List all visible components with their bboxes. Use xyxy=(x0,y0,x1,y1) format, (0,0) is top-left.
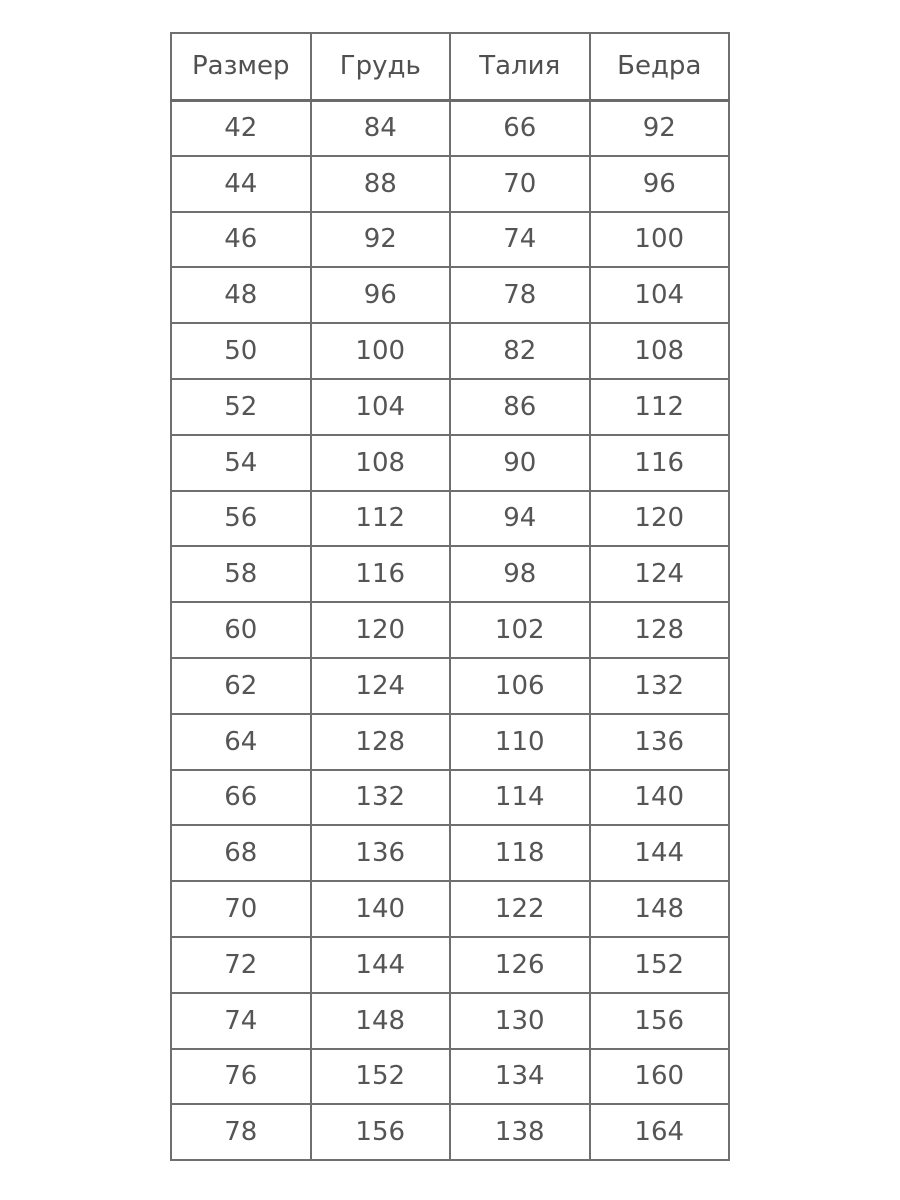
size-cell: 62 xyxy=(171,658,311,714)
table-row xyxy=(171,993,729,1049)
waist-cell: 74 xyxy=(450,212,590,268)
waist-cell: 94 xyxy=(450,491,590,547)
waist-cell: 90 xyxy=(450,435,590,491)
waist-cell: 118 xyxy=(450,825,590,881)
table-body xyxy=(171,100,729,1160)
hips-cell: 112 xyxy=(590,379,730,435)
size-cell: 78 xyxy=(171,1104,311,1160)
size-cell: 42 xyxy=(171,100,311,156)
hips-cell: 148 xyxy=(590,881,730,937)
hips-cell: 92 xyxy=(590,100,730,156)
chest-cell: 112 xyxy=(311,491,451,547)
size-cell: 66 xyxy=(171,770,311,826)
hips-cell: 144 xyxy=(590,825,730,881)
chest-cell: 124 xyxy=(311,658,451,714)
size-cell: 58 xyxy=(171,546,311,602)
size-cell: 52 xyxy=(171,379,311,435)
table-row xyxy=(171,100,729,156)
chest-cell: 100 xyxy=(311,323,451,379)
table-row xyxy=(171,546,729,602)
chest-cell: 140 xyxy=(311,881,451,937)
table-row xyxy=(171,267,729,323)
hips-cell: 108 xyxy=(590,323,730,379)
waist-cell: 122 xyxy=(450,881,590,937)
chest-cell: 152 xyxy=(311,1049,451,1105)
size-cell: 76 xyxy=(171,1049,311,1105)
table-row xyxy=(171,212,729,268)
size-cell: 44 xyxy=(171,156,311,212)
chest-cell: 128 xyxy=(311,714,451,770)
hips-cell: 164 xyxy=(590,1104,730,1160)
table-row xyxy=(171,825,729,881)
chest-cell: 104 xyxy=(311,379,451,435)
chest-cell: 120 xyxy=(311,602,451,658)
hips-cell: 152 xyxy=(590,937,730,993)
table-row xyxy=(171,937,729,993)
chest-cell: 156 xyxy=(311,1104,451,1160)
size-cell: 74 xyxy=(171,993,311,1049)
waist-cell: 106 xyxy=(450,658,590,714)
hips-cell: 96 xyxy=(590,156,730,212)
waist-cell: 66 xyxy=(450,100,590,156)
hips-cell: 116 xyxy=(590,435,730,491)
size-cell: 54 xyxy=(171,435,311,491)
size-cell: 48 xyxy=(171,267,311,323)
waist-cell: 110 xyxy=(450,714,590,770)
table-row xyxy=(171,156,729,212)
size-cell: 72 xyxy=(171,937,311,993)
waist-cell: 114 xyxy=(450,770,590,826)
hips-cell: 120 xyxy=(590,491,730,547)
waist-cell: 130 xyxy=(450,993,590,1049)
chest-cell: 136 xyxy=(311,825,451,881)
table-row xyxy=(171,379,729,435)
size-cell: 60 xyxy=(171,602,311,658)
hips-cell: 140 xyxy=(590,770,730,826)
chest-cell: 108 xyxy=(311,435,451,491)
waist-cell: 98 xyxy=(450,546,590,602)
hips-cell: 128 xyxy=(590,602,730,658)
hips-cell: 132 xyxy=(590,658,730,714)
size-cell: 56 xyxy=(171,491,311,547)
chest-cell: 92 xyxy=(311,212,451,268)
table-row xyxy=(171,323,729,379)
header-chest: Грудь xyxy=(311,33,451,100)
hips-cell: 136 xyxy=(590,714,730,770)
header-size: Размер xyxy=(171,33,311,100)
table-header xyxy=(171,33,729,100)
chest-cell: 144 xyxy=(311,937,451,993)
header-row xyxy=(171,33,729,100)
table-row xyxy=(171,770,729,826)
waist-cell: 70 xyxy=(450,156,590,212)
size-cell: 70 xyxy=(171,881,311,937)
table-row xyxy=(171,658,729,714)
waist-cell: 126 xyxy=(450,937,590,993)
size-cell: 64 xyxy=(171,714,311,770)
hips-cell: 124 xyxy=(590,546,730,602)
table-row xyxy=(171,881,729,937)
size-cell: 68 xyxy=(171,825,311,881)
size-chart-table xyxy=(170,32,730,1161)
hips-cell: 156 xyxy=(590,993,730,1049)
table-row xyxy=(171,1104,729,1160)
hips-cell: 100 xyxy=(590,212,730,268)
table-row xyxy=(171,435,729,491)
waist-cell: 102 xyxy=(450,602,590,658)
table-row xyxy=(171,602,729,658)
chest-cell: 148 xyxy=(311,993,451,1049)
chest-cell: 116 xyxy=(311,546,451,602)
chest-cell: 96 xyxy=(311,267,451,323)
chest-cell: 132 xyxy=(311,770,451,826)
size-cell: 46 xyxy=(171,212,311,268)
hips-cell: 104 xyxy=(590,267,730,323)
size-cell: 50 xyxy=(171,323,311,379)
hips-cell: 160 xyxy=(590,1049,730,1105)
header-hips: Бедра xyxy=(590,33,730,100)
waist-cell: 82 xyxy=(450,323,590,379)
table-row xyxy=(171,1049,729,1105)
table-row xyxy=(171,491,729,547)
chest-cell: 88 xyxy=(311,156,451,212)
waist-cell: 78 xyxy=(450,267,590,323)
header-waist: Талия xyxy=(450,33,590,100)
waist-cell: 134 xyxy=(450,1049,590,1105)
waist-cell: 138 xyxy=(450,1104,590,1160)
table-row xyxy=(171,714,729,770)
chest-cell: 84 xyxy=(311,100,451,156)
waist-cell: 86 xyxy=(450,379,590,435)
